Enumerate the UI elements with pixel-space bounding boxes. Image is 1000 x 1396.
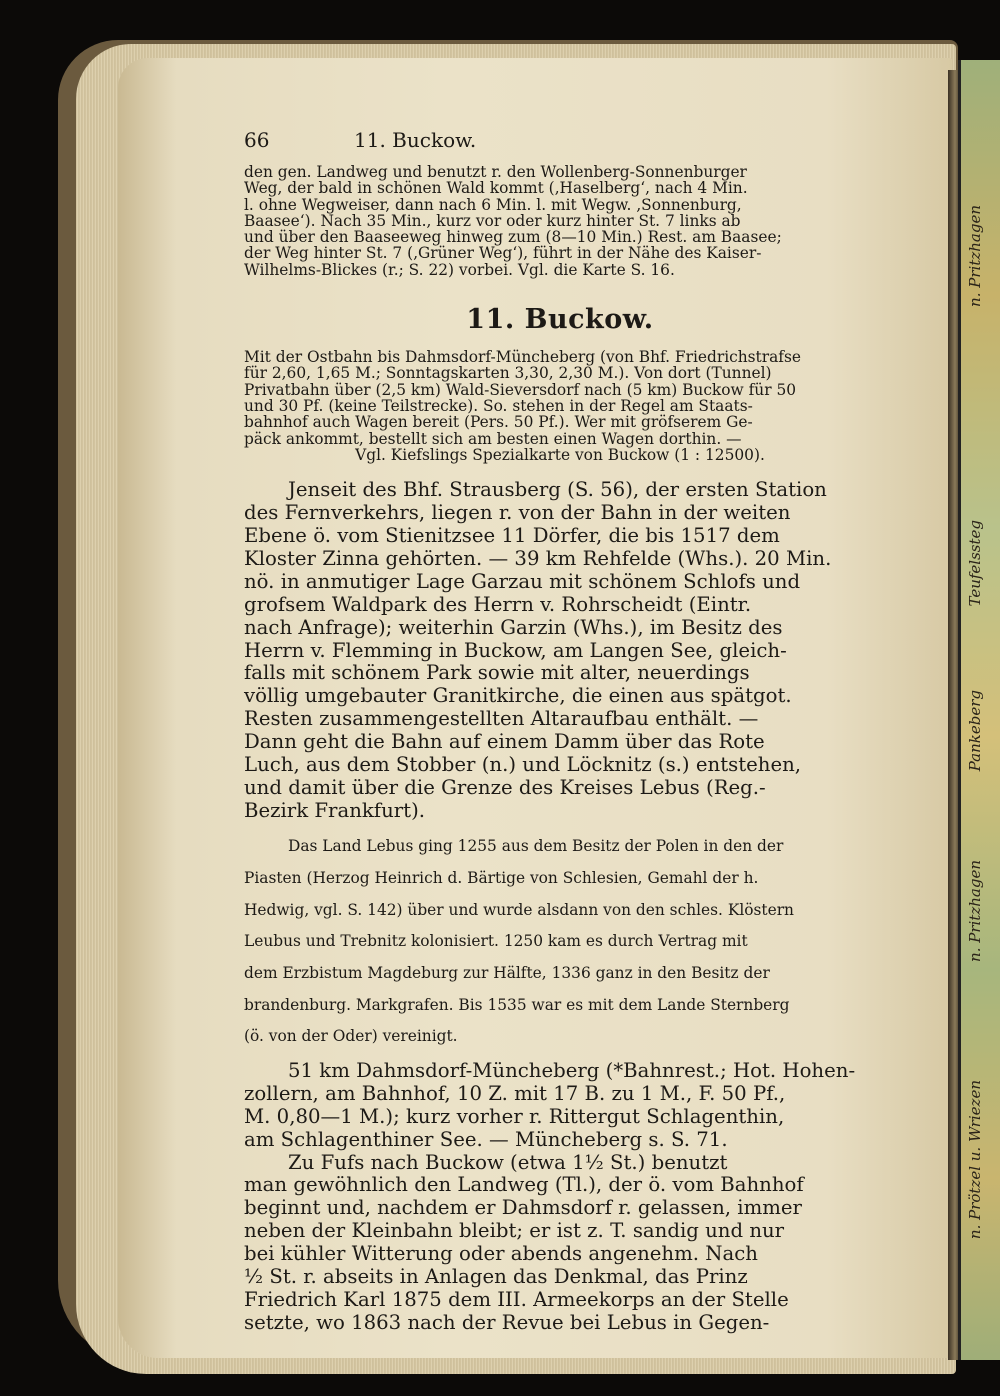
- text-line: päck ankommt, bestellt sich am besten einen Wagen dorthin. —: [244, 429, 742, 448]
- map-label-5: n. Prötzel u. Wriezen: [966, 1080, 984, 1240]
- text-line: der Weg hinter St. 7 (‚Grüner Weg‘), führt in der Nähe des Kaiser-: [244, 244, 762, 263]
- text-line: bei kühler Witterung oder abends angenehm. Nach: [244, 1242, 758, 1266]
- text-line: falls mit schönem Park sowie mit alter, neuerdings: [244, 661, 750, 685]
- running-header: [244, 128, 876, 164]
- text-line: Piasten (Herzog Heinrich d. Bärtige von Schlesien, Gemahl der h.: [244, 868, 759, 887]
- text-line: Herrn v. Flemming in Buckow, am Langen See, gleich-: [244, 638, 787, 662]
- text-line: Baasee‘). Nach 35 Min., kurz vor oder kurz hinter St. 7 links ab: [244, 211, 741, 230]
- text-line: zollern, am Bahnhof, 10 Z. mit 17 B. zu 1 M., F. 50 Pf.,: [244, 1081, 786, 1105]
- text-line: Das Land Lebus ging 1255 aus dem Besitz der Polen in den der: [288, 837, 784, 856]
- text-line: Privatbahn über (2,5 km) Wald-Sieversdorf nach (5 km) Buckow für 50: [244, 380, 797, 399]
- text-line: Leubus und Trebnitz kolonisiert. 1250 kam es durch Vertrag mit: [244, 932, 748, 951]
- text-line: Luch, aus dem Stobber (n.) und Löcknitz (s.) entstehen,: [244, 753, 802, 777]
- text-line: den gen. Landweg und benutzt r. den Wollenberg-Sonnenburger: [244, 163, 747, 181]
- text-line: für 2,60, 1,65 M.; Sonntagskarten 3,30, 2,30 M.). Von dort (Tunnel): [244, 364, 772, 383]
- section-heading: 11. Buckow.: [466, 304, 654, 336]
- text-line: dem Erzbistum Magdeburg zur Hälfte, 1336 ganz in den Besitz der: [244, 963, 770, 982]
- text-line: am Schlagenthiner See. — Müncheberg s. S. 71.: [244, 1127, 728, 1151]
- map-label-2: Teufelssteg: [966, 520, 984, 607]
- text-line: Friedrich Karl 1875 dem III. Armeekorps an der Stelle: [244, 1288, 789, 1312]
- intro-paragraph: [244, 164, 876, 278]
- text-line: Mit der Ostbahn bis Dahmsdorf-Müncheberg (von Bhf. Friedrichstrafse: [244, 348, 801, 367]
- text-line: Resten zusammengestellten Altaraufbau enthält. —: [244, 707, 759, 731]
- map-label-4: n. Pritzhagen: [966, 860, 984, 962]
- text-line: nö. in anmutiger Lage Garzau mit schönem Schlofs und: [244, 569, 801, 593]
- text-line: Weg, der bald in schönen Wald kommt (‚Haselberg‘, nach 4 Min.: [244, 179, 748, 198]
- text-line: Dann geht die Bahn auf einem Damm über das Rote: [244, 730, 765, 754]
- text-line: völlig umgebauter Granitkirche, die einen aus spätgot.: [244, 684, 792, 708]
- text-line: M. 0,80—1 M.); kurz vorher r. Rittergut Schlagenthin,: [244, 1104, 785, 1128]
- text-line: brandenburg. Markgrafen. Bis 1535 war es mit dem Lande Sternberg: [244, 995, 790, 1014]
- text-line: Hedwig, vgl. S. 142) über und wurde alsdann von den schles. Klöstern: [244, 900, 794, 919]
- text-line: Bezirk Frankfurt).: [244, 798, 426, 822]
- page-text: [244, 128, 876, 1335]
- page-number: 66: [244, 128, 270, 152]
- travel-info: [244, 349, 876, 463]
- walk-paragraph: [244, 1152, 876, 1335]
- text-line: des Fernverkehrs, liegen r. von der Bahn in der weiten: [244, 501, 791, 525]
- map-label-1: n. Pritzhagen: [966, 205, 984, 307]
- history-note: [244, 838, 876, 1044]
- text-line: Zu Fufs nach Buckow (etwa 1½ St.) benutzt: [288, 1150, 728, 1174]
- text-line: man gewöhnlich den Landweg (Tl.), der ö. vom Bahnhof: [244, 1173, 804, 1197]
- text-line: bahnhof auch Wagen bereit (Pers. 50 Pf.). Wer mit gröfserem Ge-: [244, 413, 753, 432]
- text-line: ½ St. r. abseits in Anlagen das Denkmal, das Prinz: [244, 1265, 748, 1289]
- text-line: l. ohne Wegweiser, dann nach 6 Min. l. mit Wegw. ‚Sonnenburg,: [244, 195, 742, 214]
- text-line: (ö. von der Oder) vereinigt.: [244, 1027, 458, 1046]
- text-line: Ebene ö. vom Stienitzsee 11 Dörfer, die bis 1517 dem: [244, 523, 780, 547]
- text-line: nach Anfrage); weiterhin Garzin (Whs.), im Besitz des: [244, 615, 783, 639]
- text-line: Wilhelms-Blickes (r.; S. 22) vorbei. Vgl. die Karte S. 16.: [244, 260, 675, 279]
- text-line: beginnt und, nachdem er Dahmsdorf r. gelassen, immer: [244, 1196, 802, 1220]
- running-title: 11. Buckow.: [354, 128, 477, 152]
- text-line: und über den Baaseeweg hinweg zum (8—10 Min.) Rest. am Baasee;: [244, 228, 782, 247]
- text-line: 51 km Dahmsdorf-Müncheberg (*Bahnrest.; Hot. Hohen-: [288, 1058, 856, 1082]
- text-line: Jenseit des Bhf. Strausberg (S. 56), der ersten Station: [288, 478, 827, 502]
- text-line: grofsem Waldpark des Herrn v. Rohrscheidt (Eintr.: [244, 592, 752, 616]
- text-line: Vgl. Kiefslings Spezialkarte von Buckow (1 : 12500).: [355, 445, 765, 464]
- text-line: und damit über die Grenze des Kreises Lebus (Reg.-: [244, 775, 766, 799]
- text-line: neben der Kleinbahn bleibt; er ist z. T. sandig und nur: [244, 1219, 785, 1243]
- text-line: und 30 Pf. (keine Teilstrecke). So. stehen in der Regel am Staats-: [244, 396, 753, 415]
- station-paragraph: [244, 1060, 876, 1152]
- main-paragraph: [244, 479, 876, 823]
- text-line: Kloster Zinna gehörten. — 39 km Rehfelde (Whs.). 20 Min.: [244, 546, 832, 570]
- text-line: setzte, wo 1863 nach der Revue bei Lebus in Gegen-: [244, 1310, 770, 1334]
- map-label-3: Pankeberg: [966, 690, 984, 772]
